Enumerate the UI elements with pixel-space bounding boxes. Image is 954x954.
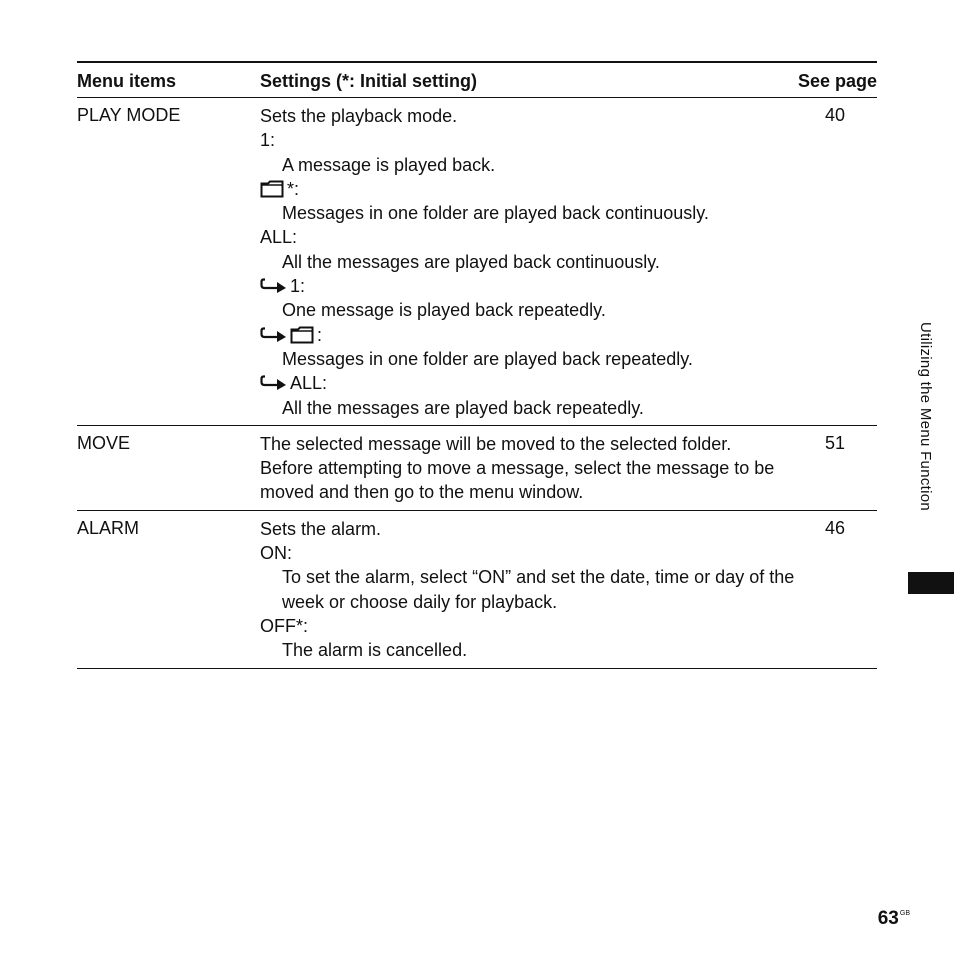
alarm-off-label: OFF*: (260, 615, 308, 636)
menu-item-alarm: ALARM (77, 517, 140, 538)
table-header (77, 63, 877, 98)
folder-icon (260, 180, 284, 198)
repeat-icon (260, 375, 287, 391)
settings-play-mode (260, 98, 805, 425)
option-folder-desc: Messages in one folder are played back continuously. (282, 203, 709, 224)
page-ref-play-mode: 40 (825, 105, 846, 125)
option-folder (260, 177, 805, 201)
table-row-play-mode (77, 98, 877, 426)
option-one-desc: A message is played back. (282, 154, 496, 175)
option-repeat-folder-desc: Messages in one folder are played back repeatedly. (282, 348, 693, 369)
option-repeat-one (260, 274, 805, 298)
header-menu-items: Menu items (77, 71, 177, 91)
move-intro: The selected message will be moved to the selected folder. (260, 433, 732, 454)
settings-move (260, 426, 805, 510)
option-folder-label: *: (287, 178, 300, 199)
option-repeat-folder-label: : (317, 324, 323, 345)
settings-table (77, 61, 877, 669)
option-repeat-all (260, 371, 805, 395)
move-desc: Before attempting to move a message, select the message to be moved and then go to the menu window. (260, 458, 775, 503)
menu-item-play-mode: PLAY MODE (77, 105, 181, 125)
header-settings: Settings (*: Initial setting) (260, 71, 478, 91)
option-repeat-folder (260, 323, 805, 347)
option-repeat-one-label: 1: (290, 276, 306, 297)
settings-alarm (260, 511, 805, 668)
table-row-move (77, 426, 877, 511)
page-number-suffix: GB (899, 910, 910, 917)
option-all-label: ALL: (260, 227, 298, 248)
repeat-icon (260, 278, 287, 294)
header-see-page: See page (797, 71, 877, 91)
alarm-on-label: ON: (260, 543, 293, 564)
section-side-label: Utilizing the Menu Function (917, 322, 934, 512)
option-repeat-all-desc: All the messages are played back repeatedly. (282, 397, 644, 418)
option-all-desc: All the messages are played back continuously. (282, 251, 660, 272)
option-repeat-one-desc: One message is played back repeatedly. (282, 300, 606, 321)
folder-icon (290, 326, 314, 344)
page-number (878, 908, 910, 930)
option-repeat-all-label: ALL: (290, 373, 328, 394)
alarm-on-desc: To set the alarm, select “ON” and set the date, time or day of the week or choose daily for playback. (282, 567, 795, 612)
menu-item-move: MOVE (77, 432, 131, 453)
option-one-label: 1: (260, 130, 276, 151)
alarm-intro: Sets the alarm. (260, 518, 382, 539)
repeat-icon (260, 327, 287, 343)
section-tab-marker (908, 572, 954, 594)
page-ref-move: 51 (825, 432, 846, 453)
page-ref-alarm: 46 (825, 517, 846, 538)
page-number-value: 63 (877, 908, 899, 929)
play-mode-intro: Sets the playback mode. (260, 106, 458, 126)
alarm-off-desc: The alarm is cancelled. (282, 640, 468, 661)
table-row-alarm (77, 511, 877, 669)
